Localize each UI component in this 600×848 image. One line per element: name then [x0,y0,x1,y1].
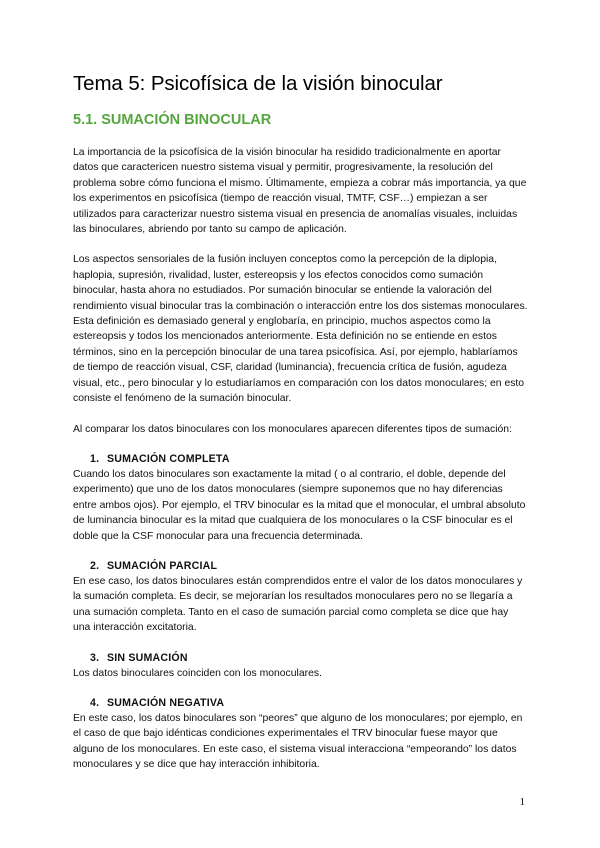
subsection-number: 4. [90,696,100,709]
subsection-body: Cuando los datos binoculares son exactamente la mitad ( o al contrario, el doble, depende del experimento) que uno de los datos monoculares (siempre suponemos que no hay diferencias entre ambos ojos). Por ejemplo, el TRV binocular es la mitad que el monocular, el umbral absoluto de luminancia binocular es la mitad que cualquiera de los monoculares o la CSF binocular es el doble que la CSF monocular para una frecuencia determinada. [73,468,526,542]
subsection-heading [90,651,528,666]
intro-paragraph: La importancia de la psicofísica de la visión binocular ha residido tradicionalmente en aportar datos que caractericen nuestro sistema visual y permitir, progresivamente, la resolución del problema sobre cómo funciona el mismo. Últimamente, empieza a cobrar más importancia, ya que los experimentos en psicofísica (tiempo de reacción visual, TMTF, CSF…) empiezan a ser utilizados para caracterizar nuestro sistema visual en presencia de anomalías visuales, incluidas las binoculares, abriendo por tanto su campo de aplicación. [73,147,527,236]
subsection-partial [73,559,528,636]
subsection-title: SUMACIÓN COMPLETA [107,452,230,465]
subsection-number: 2. [90,559,100,572]
subsection-negative [73,696,528,773]
document-title: Tema 5: Psicofísica de la visión binocular [73,72,443,95]
section-heading: 5.1. SUMACIÓN BINOCULAR [73,112,272,128]
subsection-number: 1. [90,452,100,465]
subsection-body: En ese caso, los datos binoculares están comprendidos entre el valor de los datos monoculares y la sumación completa. Es decir, se mejorarían los resultados monoculares pero no se llegaría a una sumación completa. Tanto en el caso de sumación parcial como completa se dice que hay una interacción excitatoria. [73,575,523,634]
subsection-title: SIN SUMACIÓN [107,651,188,664]
intro-paragraph: Al comparar los datos binoculares con los monoculares aparecen diferentes tipos de sumación: [73,423,512,435]
subsection-complete [73,452,528,544]
page-number: 1 [519,797,525,808]
subsection-heading [90,452,528,467]
subsection-none [73,651,528,681]
intro-paragraph: Los aspectos sensoriales de la fusión incluyen conceptos como la percepción de la diplopia, haplopia, supresión, rivalidad, luster, estereopsis y los efectos conocidos como sumación binocular, hasta ahora no estudiados. Por sumación binocular se entiende la valoración del rendimiento visual binocular tras la combinación o interacción entre los dos sistemas monoculares. Esta definición es demasiado general y englobaría, en principio, muchos aspectos como la estereopsis y todos los mencionados anteriormente. Esta definición no se entiende en estos términos, sino en la percepción binocular de una tarea psicofísica. Así, por ejemplo, hablaríamos de tiempo de reacción visual, CSF, claridad (luminancia), frecuencia crítica de fusión, agudeza visual, etc., pero binocular y lo estudiaríamos en comparación con los datos monoculares; en esto consiste el fenómeno de la sumación binocular. [73,254,528,405]
subsection-body: En este caso, los datos binoculares son “peores” que alguno de los monoculares; por ejemplo, en el caso de que bajo idénticas condiciones experimentales el TRV binocular fuese mayor que alguno de los monoculares. En este caso, el sistema visual interacciona “empeorando” los datos monoculares y se dice que hay interacción inhibitoria. [73,712,523,771]
subsection-body: Los datos binoculares coinciden con los monoculares. [73,667,322,679]
subsection-number: 3. [90,651,100,664]
subsection-title: SUMACIÓN PARCIAL [107,559,218,572]
subsection-heading [90,559,528,574]
subsection-title: SUMACIÓN NEGATIVA [107,696,225,709]
subsection-heading [90,696,528,711]
